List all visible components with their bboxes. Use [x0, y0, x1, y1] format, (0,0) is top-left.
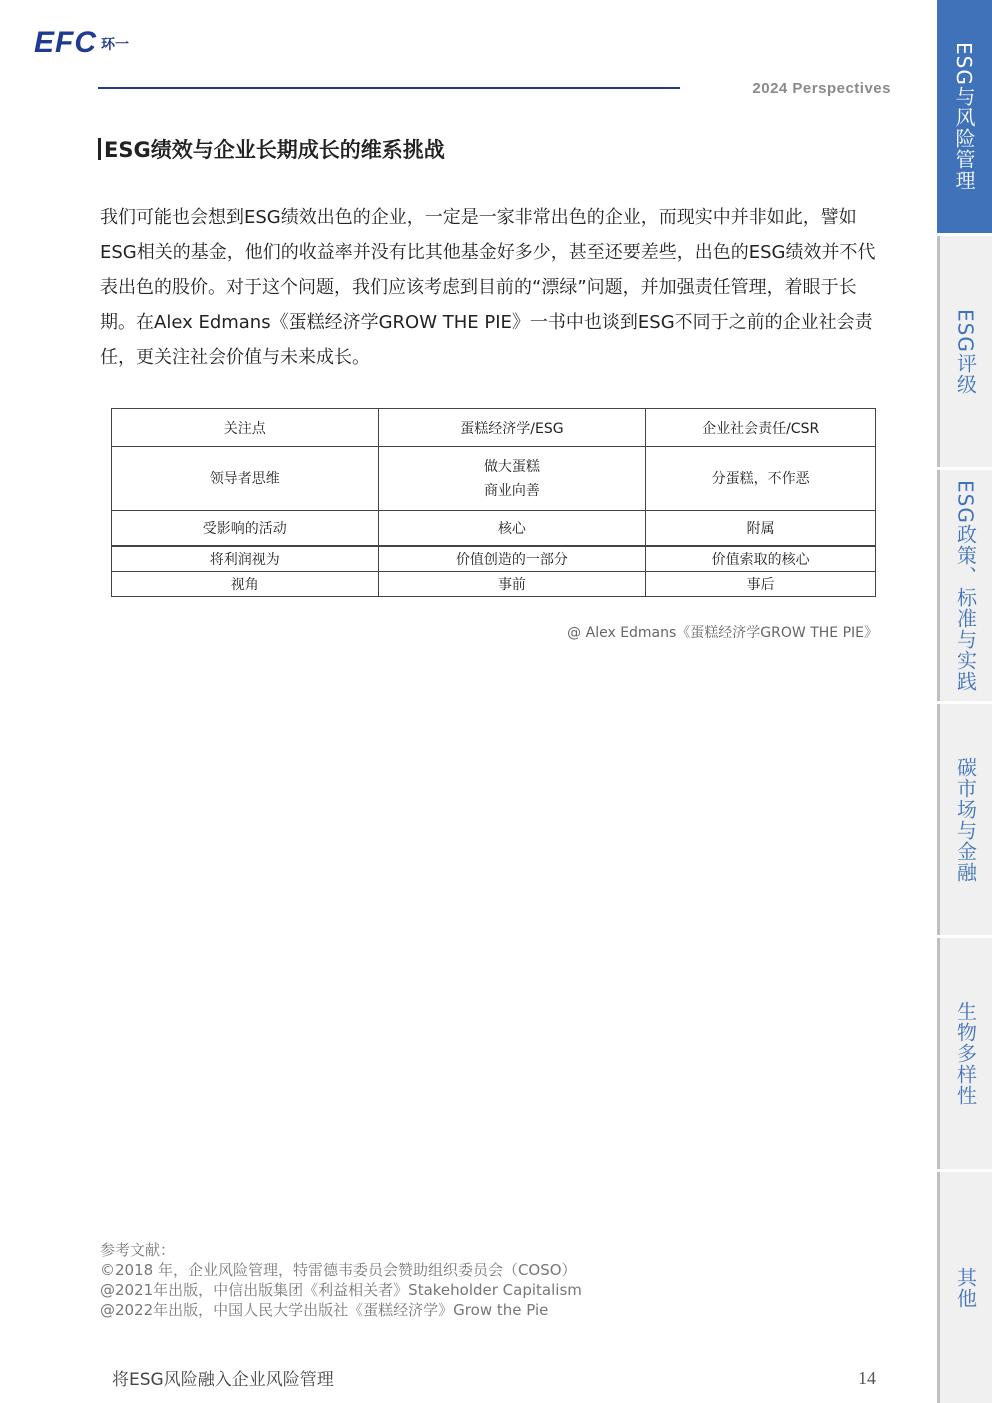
side-tab-nav: [937, 0, 992, 1403]
table-cell: 领导者思维: [112, 447, 379, 511]
reference-item: @2022年出版，中国人民大学出版社《蛋糕经济学》Grow the Pie: [100, 1301, 549, 1319]
side-tab-label: 生物多样性: [953, 1001, 978, 1106]
side-tab-other[interactable]: [937, 1172, 992, 1403]
side-tab-esg-risk[interactable]: [937, 0, 992, 233]
side-tab-biodiversity[interactable]: [937, 938, 992, 1169]
table-header-cell: 企业社会责任/CSR: [646, 409, 876, 447]
side-tab-carbon-market[interactable]: [937, 704, 992, 935]
header-divider: [98, 87, 680, 89]
table-cell: 事前: [378, 572, 646, 597]
reference-item: ©2018 年，企业风险管理，特雷德韦委员会赞助组织委员会（COSO）: [100, 1261, 577, 1279]
side-tab-label: ESG与风险管理: [952, 42, 976, 191]
logo-efc-text: EFC: [34, 26, 97, 59]
title-bar-marker: [98, 138, 101, 160]
side-tab-label: 碳市场与金融: [953, 756, 978, 883]
side-tab-esg-rating[interactable]: [937, 236, 992, 467]
table-row: [112, 546, 876, 572]
table-cell-line: 商业向善: [483, 482, 540, 499]
table-cell: 价值索取的核心: [646, 546, 876, 572]
table-cell: 事后: [646, 572, 876, 597]
table-cell: 价值创造的一部分: [378, 546, 646, 572]
table-cell: 视角: [112, 572, 379, 597]
table-cell: 受影响的活动: [112, 511, 379, 547]
header-subtitle: 2024 Perspectives: [752, 80, 891, 97]
table-header-cell: 蛋糕经济学/ESG: [378, 409, 646, 447]
table-cell: 将利润视为: [112, 546, 379, 572]
side-tab-label: ESG评级: [953, 308, 978, 395]
side-tab-label: 其他: [953, 1266, 978, 1309]
section-title: [98, 134, 445, 164]
table-row: [112, 572, 876, 597]
table-source-note: @ Alex Edmans《蛋糕经济学GROW THE PIE》: [567, 625, 878, 641]
references-label: 参考文献：: [100, 1241, 176, 1259]
company-logo: [34, 26, 129, 58]
table-cell: 核心: [378, 511, 646, 547]
page-number: 14: [858, 1368, 876, 1388]
comparison-table: [111, 408, 876, 597]
table-cell: 分蛋糕，不作恶: [646, 447, 876, 511]
footer-title: 将ESG风险融入企业风险管理: [112, 1370, 334, 1390]
references: [100, 1240, 582, 1320]
reference-item: @2021年出版，中信出版集团《利益相关者》Stakeholder Capitalism: [100, 1281, 582, 1299]
table-cell: [378, 447, 646, 511]
section-title-text: ESG绩效与企业长期成长的维系挑战: [104, 138, 445, 162]
logo-cn-text: 环一: [101, 37, 129, 53]
table-cell: 附属: [646, 511, 876, 547]
table-row: [112, 447, 876, 511]
table-header-row: [112, 409, 876, 447]
body-paragraph: 我们可能也会想到ESG绩效出色的企业，一定是一家非常出色的企业，而现实中并非如此，譬如ESG相关的基金，他们的收益率并没有比其他基金好多少，甚至还要差些，出色的ESG绩效并不代表出色的股价。对于这个问题，我们应该考虑到目前的“漂绿”问题，并加强责任管理，着眼于长期。在Alex Edmans《蛋糕经济学GROW THE PIE》一书中也谈到ESG不同于之前的企业社会责任，更关注社会价值与未来成长。: [100, 207, 876, 368]
side-tab-label: ESG政策、标准与实践: [953, 479, 978, 692]
table-header-cell: 关注点: [112, 409, 379, 447]
table-row: [112, 511, 876, 547]
side-tab-esg-policy[interactable]: [937, 470, 992, 701]
table-cell-line: 做大蛋糕: [483, 458, 540, 475]
